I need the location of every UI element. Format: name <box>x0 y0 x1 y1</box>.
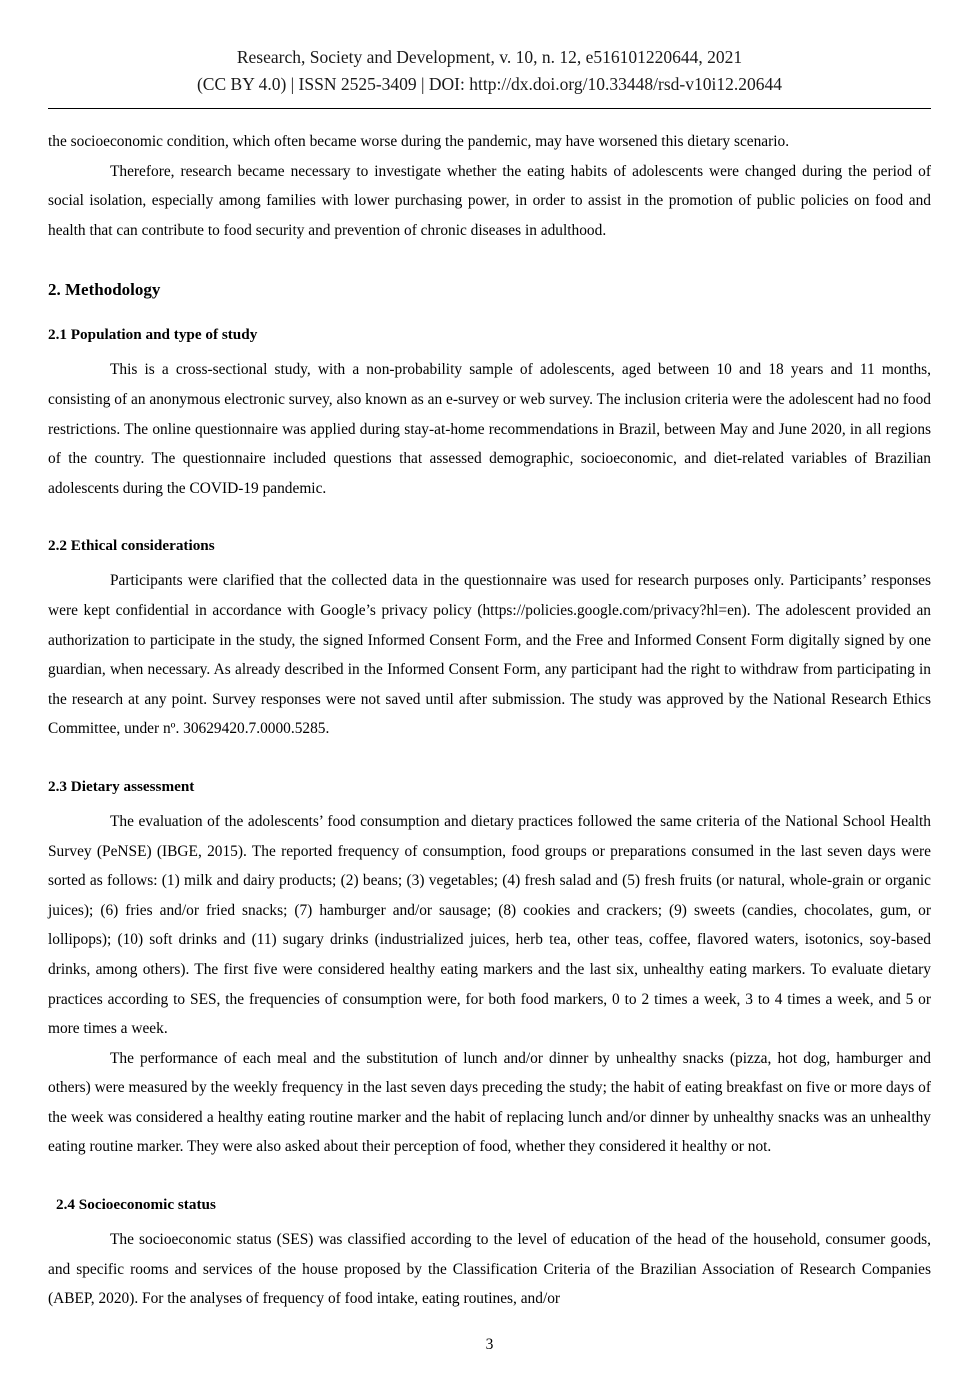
paragraph-research-necessity: Therefore, research became necessary to investigate whether the eating habits of adolescents were changed during the period of social isolation, especially among families with lower purchasing power, in order to assist in the promotion of public policies on food and health that can contribute to food security and prevention of chronic diseases in adulthood. <box>48 162 931 239</box>
header-license-doi-line: (CC BY 4.0) | ISSN 2525-3409 | DOI: http://dx.doi.org/10.33448/rsd-v10i12.20644 <box>196 74 782 95</box>
header-divider <box>48 108 931 109</box>
subsection-heading-socioeconomic-status: 2.4 Socioeconomic status <box>56 1196 216 1214</box>
subsection-heading-dietary-assessment: 2.3 Dietary assessment <box>48 777 195 795</box>
section-heading-methodology: 2. Methodology <box>48 279 161 299</box>
paragraph-population: This is a cross-sectional study, with a non-probability sample of adolescents, aged between 10 and 18 years and 11 months, consisting of an anonymous electronic survey, also known as an e-survey or web survey. The inclusion criteria were the adolescent had no food restrictions. The online questionnaire was applied during stay-at-home recommendations in Brazil, between May and June 2020, in all regions of the country. The questionnaire included questions that assessed demographic, socioeconomic, and diet-related variables of Brazilian adolescents during the COVID-19 pandemic. <box>48 361 931 497</box>
page-header <box>48 44 931 98</box>
subsection-heading-ethics: 2.2 Ethical considerations <box>48 537 215 555</box>
subsection-heading-population: 2.1 Population and type of study <box>48 326 258 344</box>
paragraph-continuation: the socioeconomic condition, which often became worse during the pandemic, may have worsened this dietary scenario. <box>48 133 790 151</box>
paragraph-socioeconomic-status: The socioeconomic status (SES) was classified according to the level of education of the head of the household, consumer goods, and specific rooms and services of the house proposed by the Classification Criteria of the Brazilian Association of Research Companies (ABEP, 2020). For the analyses of frequency of food intake, eating routines, and/or <box>48 1231 931 1308</box>
page-number: 3 <box>485 1335 494 1353</box>
header-journal-line: Research, Society and Development, v. 10, n. 12, e516101220644, 2021 <box>236 47 743 67</box>
page-body <box>48 127 931 1314</box>
paragraph-dietary-assessment-1: The evaluation of the adolescents’ food consumption and dietary practices followed the same criteria of the National School Health Survey (PeNSE) (IBGE, 2015). The reported frequency of consumption, food groups or preparations consumed in the last seven days were sorted as follows: (1) milk and dairy products; (2) beans; (3) vegetables; (4) fresh salad and (5) fresh fruits (or natural, whole-grain or organic juices); (6) fries and/or fried snacks; (7) hamburger and/or sausage; (8) cookies and crackers; (9) sweets (candies, chocolates, gum, or lollipops); (10) soft drinks and (11) sugary drinks (industrialized juices, herb tea, other teas, coffee, flavored waters, isotonics, soy-based drinks, among others). The first five were considered healthy eating markers and the last six, unhealthy eating markers. To evaluate dietary practices according to SES, the frequencies of consumption were, for both food markers, 0 to 2 times a week, 3 to 4 times a week, and 5 or more times a week. <box>48 813 931 1038</box>
paragraph-dietary-assessment-2: The performance of each meal and the substitution of lunch and/or dinner by unhealthy snacks (pizza, hot dog, hamburger and others) were measured by the weekly frequency in the last seven days preceding the study; the habit of eating breakfast on five or more days of the week was considered a healthy eating routine marker and the habit of replacing lunch and/or dinner by unhealthy snacks was an unhealthy eating routine marker. They were also asked about their perception of food, whether they considered it healthy or not. <box>48 1049 931 1156</box>
paragraph-ethics: Participants were clarified that the collected data in the questionnaire was used for research purposes only. Participants’ responses were kept confidential in accordance with Google’s privacy policy (https://policies.google.com/privacy?hl=en). The adolescent provided an authorization to participate in the study, the signed Informed Consent Form, and the Free and Informed Consent Form digitally signed by one guardian, when necessary. As already described in the Informed Consent Form, any participant had the right to withdraw from participating in the research at any point. Survey responses were not saved until after submission. The study was approved by the National Research Ethics Committee, under nº. 30629420.7.0000.5285. <box>48 572 931 738</box>
